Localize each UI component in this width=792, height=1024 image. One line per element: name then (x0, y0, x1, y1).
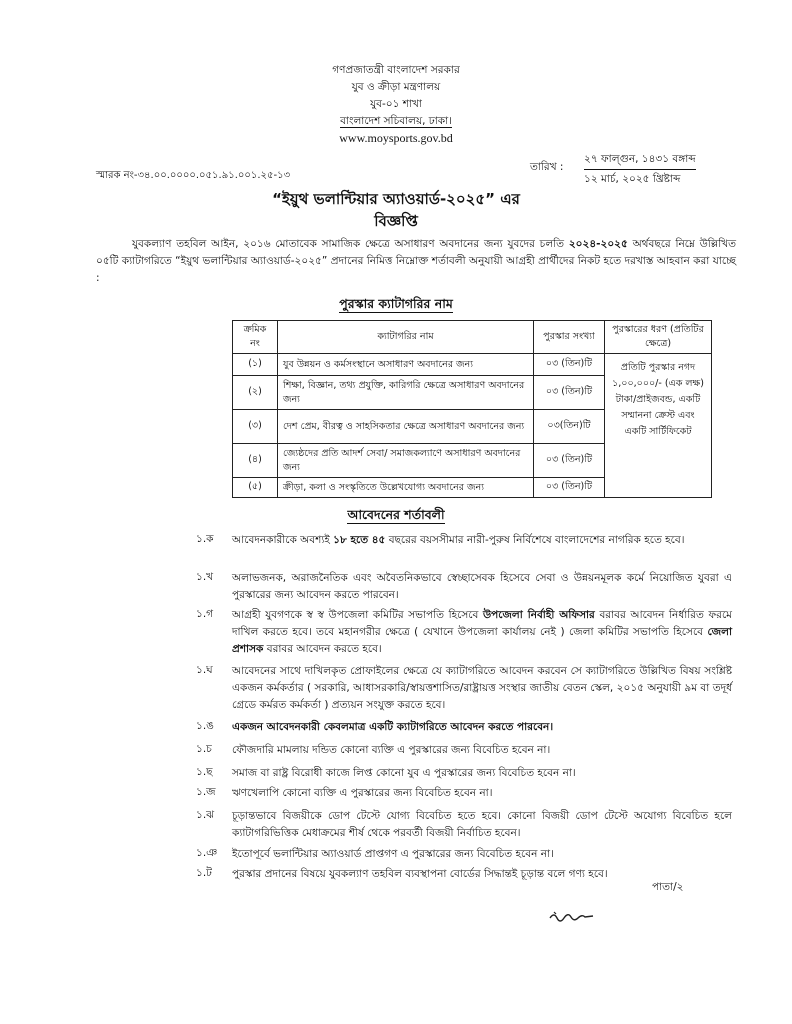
condition-number: ১.ঙ (196, 720, 214, 732)
row-serial: (১) (233, 354, 278, 376)
col-count: পুরস্কার সংখ্যা (534, 321, 605, 354)
header-section: যুব-০১ শাখা (370, 98, 422, 110)
condition-text: ঋণখেলাপি কোনো ব্যক্তি এ পুরস্কারের জন্য বিবেচিত হবেন না। (232, 787, 493, 799)
row-serial: (৫) (233, 478, 278, 498)
header-govt: গণপ্রজাতন্ত্রী বাংলাদেশ সরকার (332, 64, 460, 76)
row-count: ০৩ (তিন)টি (534, 354, 605, 376)
condition-text: আগ্রহী যুবগণকে স্ব স্ব উপজেলা কমিটির সভাপতি হিসেবে উপজেলা নির্বাহী অফিসার বরাবর আবেদন নির্ধারিত ফরমে দাখিল করতে হবে। তবে মহানগরীর ক্ষেত্রে ( যেখানে উপজেলা কার্যালয় নেই ) জেলা কমিটির সভাপতি হিসেবে জেলা প্রশাসক বরাবর আবেদন করতে হবে। (232, 609, 733, 655)
col-serial: ক্রমিক নং (233, 321, 278, 354)
condition-text: একজন আবেদনকারী কেবলমাত্র একটি ক্যাটাগরিতে আবেদন করতে পারবেন। (232, 721, 554, 733)
condition-number: ১.ঞ (196, 847, 218, 859)
condition-number: ১.খ (196, 571, 214, 583)
table-header-row (233, 321, 712, 354)
row-category: ক্রীড়া, কলা ও সংস্কৃতিতে উল্লেখযোগ্য অবদানের জন্য (278, 478, 534, 498)
condition-text: ফৌজদারি মামলায় দন্ডিত কোনো ব্যক্তি এ পুরস্কারের জন্য বিবেচিত হবেন না। (232, 744, 551, 756)
condition-text: অলাভজনক, অরাজনৈতিক এবং অবৈতনিকভাবে স্বেচ্ছাসেবক হিসেবে সেবা ও উন্নয়নমূলক কর্মে নিয়োজিত যুবরা এ পুরস্কারের জন্য আবেদন করতে পারবেন। (232, 572, 732, 601)
row-count: ০৩(তিন)টি (534, 410, 605, 444)
date-bangla: ২৭ ফাল্গুন, ১৪৩১ বঙ্গাব্দ (584, 152, 696, 170)
col-prize-type: পুরস্কারের ধরণ (প্রতিটির ক্ষেত্রে) (605, 321, 712, 354)
condition-text: আবেদনকারীকে অবশ্যই ১৮ হতে ৪৫ বছরের বয়সসীমার নারী-পুরুষ নির্বিশেষে বাংলাদেশের নাগরিক হতে হবে। (232, 534, 685, 546)
condition-text: আবেদনের সাথে দাখিলকৃত প্রোফাইলের ক্ষেত্রে যে ক্যাটাগরিতে আবেদন করবেন সে ক্যাটাগরিতে উল্লিখিত বিষয় সংশ্লিষ্ট একজন কর্মকর্তার ( সরকারি, আধাসরকারি/স্বায়ত্তশাসিত/রাষ্ট্রায়ত্ত সংস্থার জাতীয় বেতন স্কেল, ২০১৫ অনুযায়ী ৯ম বা তদূর্ধ গ্রেডে কর্মরত কর্মকর্তা ) প্রত্যয়ন সংযুক্ত করতে হবে। (232, 665, 732, 711)
condition-number: ১.ট (196, 867, 212, 879)
row-count: ০৩ (তিন)টি (534, 376, 605, 410)
condition-number: ১.জ (196, 786, 216, 798)
condition-number: ১.ক (196, 533, 214, 545)
prize-type-cell: প্রতিটি পুরস্কার নগদ ১,০০,০০০/- (এক লক্ষ) টাকা/প্রাইজবন্ড, একটি সম্মাননা ক্রেস্ট এবং একটি সার্টিফিকেট (605, 354, 712, 498)
condition-text: সমাজ বা রাষ্ট্র বিরোধী কাজে লিপ্ত কোনো যুব এ পুরস্কারের জন্য বিবেচিত হবেন না। (232, 767, 576, 779)
condition-text: পুরস্কার প্রদানের বিষয়ে যুবকল্যাণ তহবিল ব্যবস্থাপনা বোর্ডের সিদ্ধান্তই চূড়ান্ত বলে গণ্য হবে। (232, 868, 608, 880)
table-row (233, 354, 712, 376)
row-serial: (২) (233, 376, 278, 410)
condition-number: ১.ছ (196, 766, 213, 778)
header-address: বাংলাদেশ সচিবালয়, ঢাকা। (340, 115, 452, 127)
header-ministry: যুব ও ক্রীড়া মন্ত্রণালয় (351, 81, 441, 93)
date-english: ১২ মার্চ, ২০২৫ খ্রিষ্টাব্দ (584, 173, 681, 185)
conditions-heading: আবেদনের শর্তাবলী (347, 507, 445, 522)
condition-number: ১.ঝ (196, 809, 215, 821)
signature-mark (548, 908, 596, 930)
row-serial: (৪) (233, 444, 278, 478)
category-heading: পুরস্কার ক্যাটাগরির নাম (339, 296, 453, 311)
row-category: দেশ প্রেম, বীরত্ব ও সাহসিকতার ক্ষেত্রে অসাধারণ অবদানের জন্য (278, 410, 534, 444)
row-category: শিক্ষা, বিজ্ঞান, তথ্য প্রযুক্তি, কারিগরি ক্ষেত্রে অসাধারণ অবদানের জন্য (278, 376, 534, 410)
notice-subtitle: বিজ্ঞপ্তি (374, 212, 418, 230)
condition-number: ১.ঘ (196, 664, 213, 676)
row-category: জ্যেষ্ঠদের প্রতি আদর্শ সেবা/ সমাজকল্যাণে অসাধারণ অবদানের জন্য (278, 444, 534, 478)
intro-paragraph: যুবকল্যাণ তহবিল আইন, ২০১৬ মোতাবেক সামাজিক ক্ষেত্রে অসাধারণ অবদানের জন্য যুবদের চলতি ২০২৪-২০২৫ অর্থবছরে নিম্নে উল্লিখিত ০৫টি ক্যাটাগরিতে “ইয়ুথ ভলান্টিয়ার অ্যাওয়ার্ড-২০২৫” প্রদানের নিমিত্ত নিম্নোক্ত শর্তাবলী অনুযায়ী আগ্রহী প্রার্থীদের নিকট হতে দরখাস্ত আহবান করা যাচ্ছে : (96, 238, 736, 284)
category-table (232, 320, 712, 498)
header-website[interactable]: www.moysports.gov.bd (339, 131, 453, 145)
condition-number: ১.গ (196, 608, 214, 620)
date-label: তারিখ : (530, 161, 564, 173)
memo-reference: স্মারক নং-৩৪.০০.০০০০.০৫১.৯১.০০১.২৫-১৩ (96, 170, 291, 181)
row-serial: (৩) (233, 410, 278, 444)
condition-number: ১.চ (196, 743, 212, 755)
row-count: ০৩ (তিন)টি (534, 478, 605, 498)
row-count: ০৩ (তিন)টি (534, 444, 605, 478)
condition-text: চূড়ান্তভাবে বিজয়ীকে ডোপ টেস্টে যোগ্য বিবেচিত হতে হবে। কোনো বিজয়ী ডোপ টেস্টে অযোগ্য বিবেচিত হলে ক্যাটাগরিভিত্তিক মেধাক্রমের শীর্ষ থেকে পরবর্তী বিজয়ী নির্বাচিত হবেন। (232, 810, 732, 839)
condition-text: ইতোপূর্বে ভলান্টিয়ার অ্যাওয়ার্ড প্রাপ্তগণ এ পুরস্কারের জন্য বিবেচিত হবেন না। (232, 848, 554, 860)
row-category: যুব উন্নয়ন ও কর্মসংস্থানে অসাধারণ অবদানের জন্য (278, 354, 534, 376)
notice-title: “ইয়ুথ ভলান্টিয়ার অ্যাওয়ার্ড-২০২৫” এর (272, 190, 520, 208)
col-category: ক্যাটাগরির নাম (278, 321, 534, 354)
page-indicator: পাতা/২ (652, 881, 684, 893)
